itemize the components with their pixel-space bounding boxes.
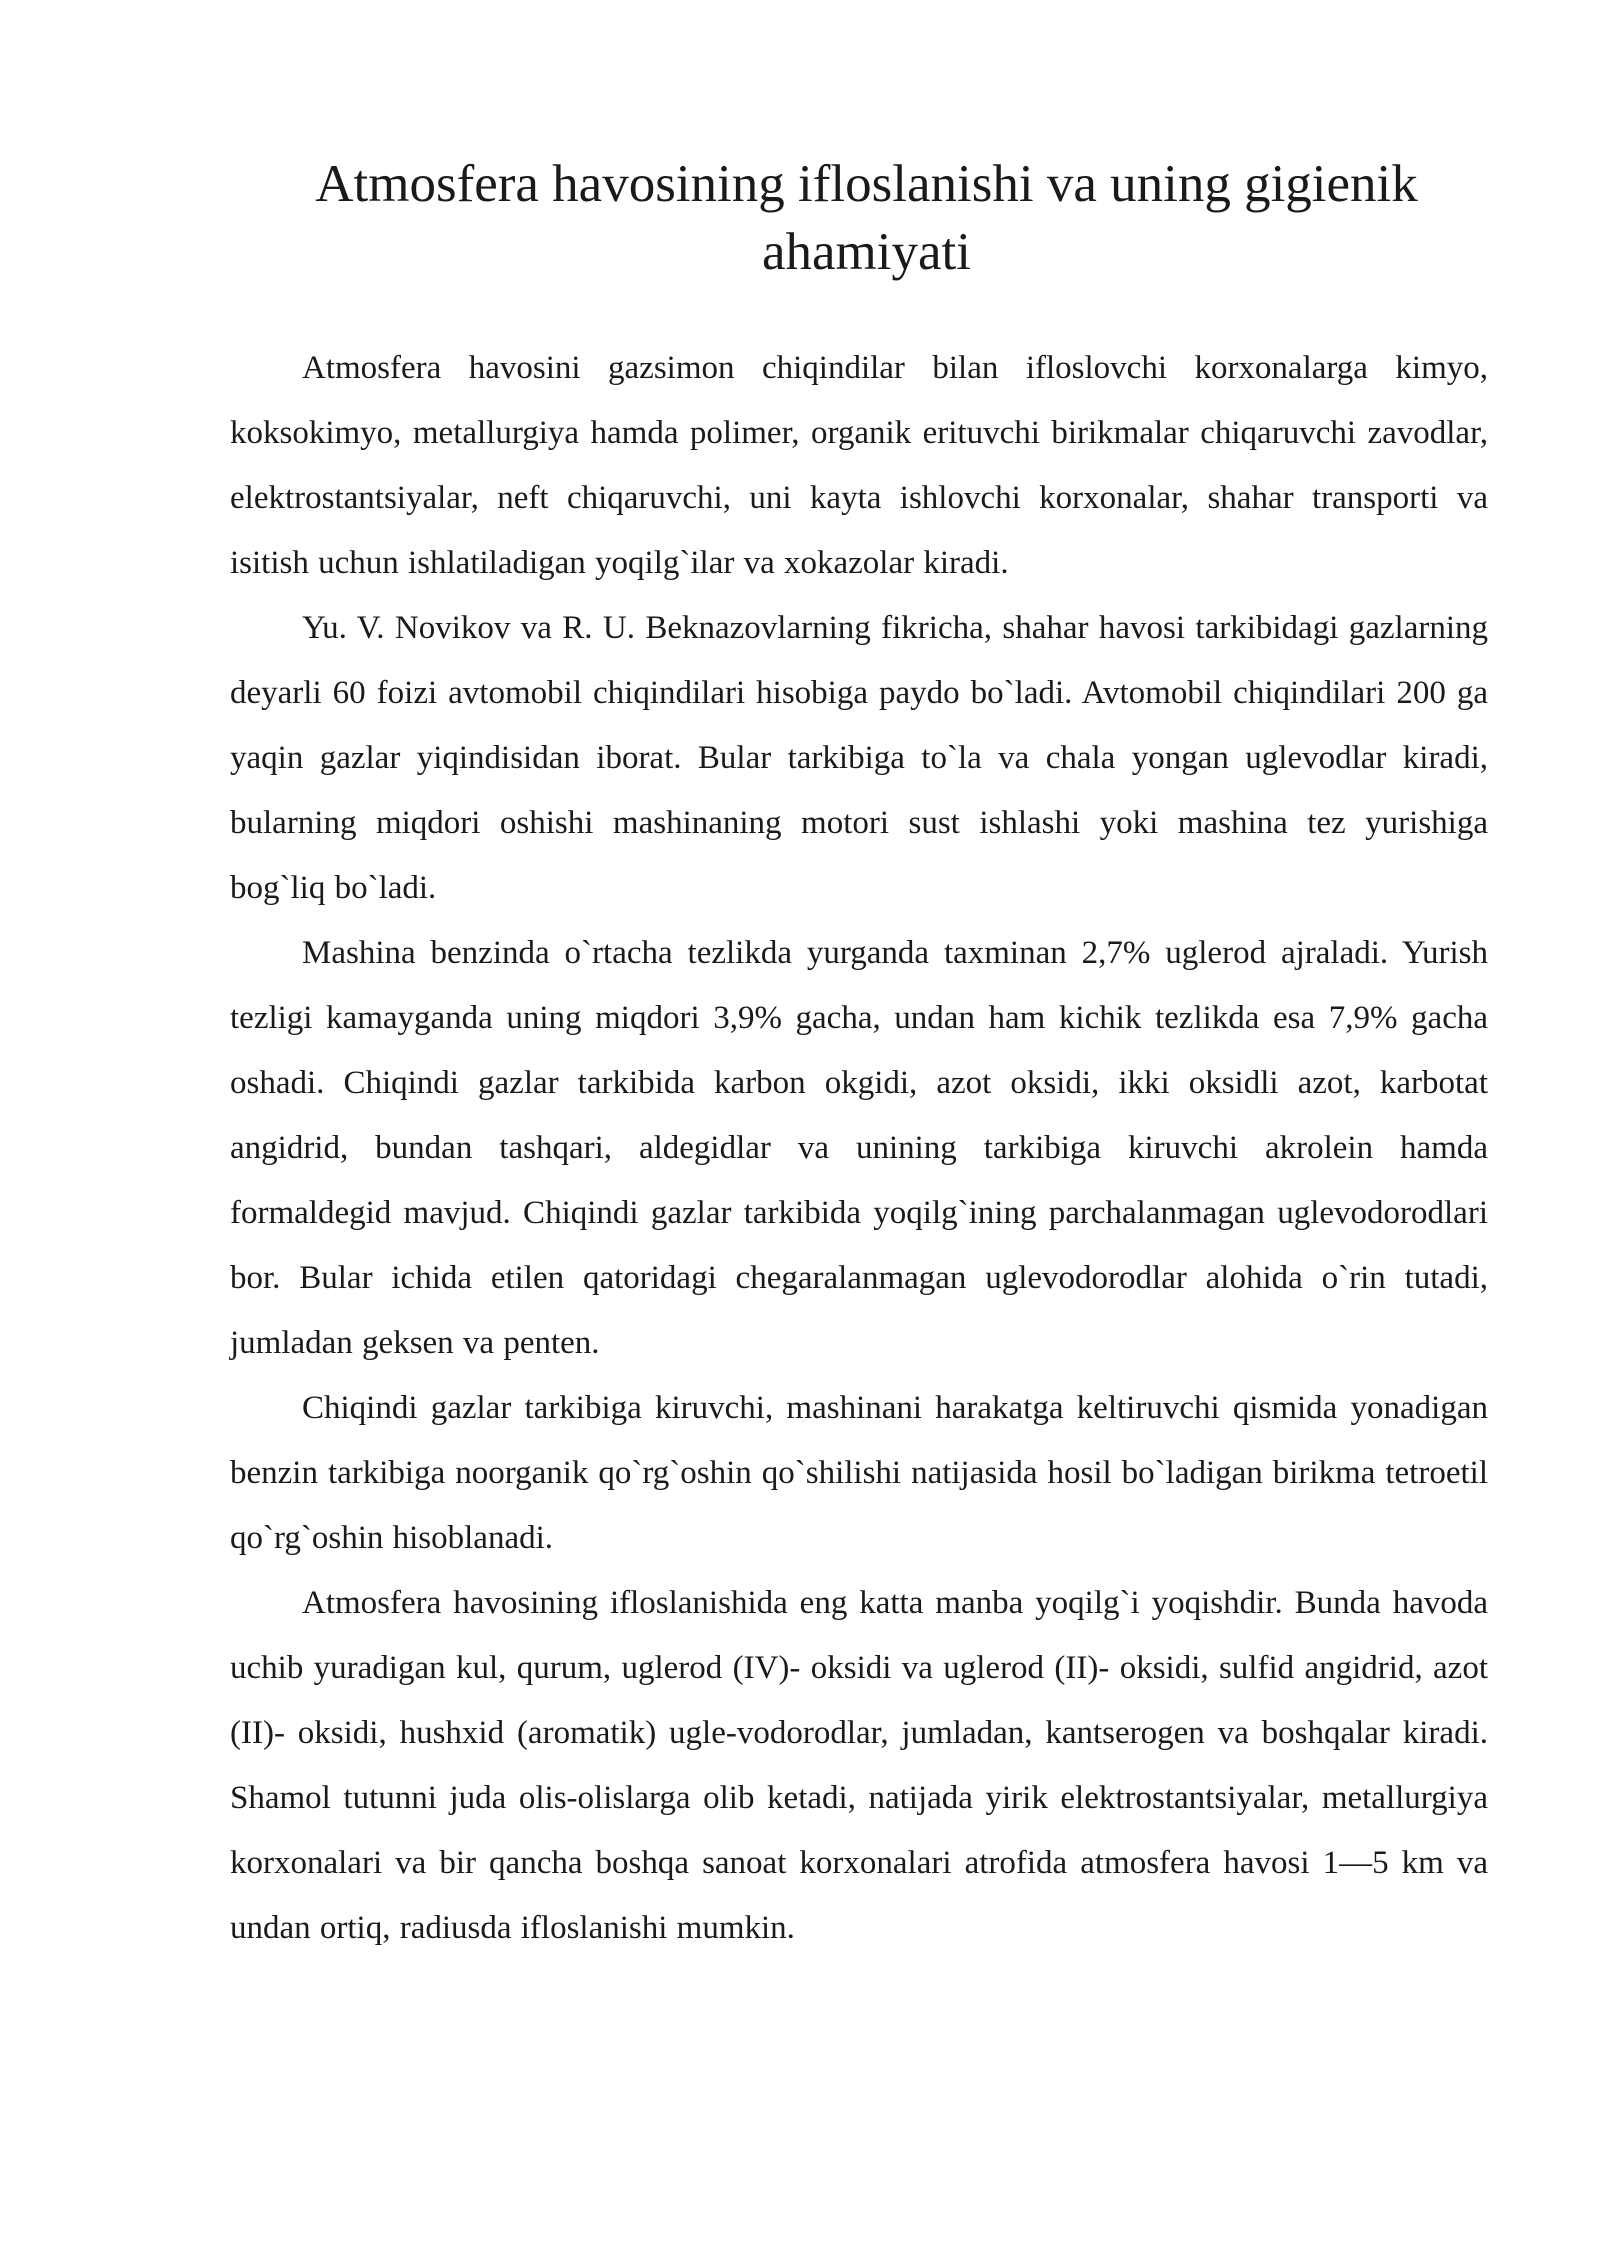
paragraph-3: Mashina benzinda o`rtacha tezlikda yurganda taxminan 2,7% uglerod ajraladi. Yurish tezligi kamayganda uning miqdori 3,9% gacha, undan ham kichik tezlikda esa 7,9% gacha oshadi. Chiqindi gazlar tarkibida karbon okgidi, azot oksidi, ikki oksidli azot, karbotat angidrid, bundan tashqari, aldegidlar va unining tarkibiga kiruvchi akrolein hamda formaldegid mavjud. Chiqindi gazlar tarkibida yoqilg`ining parchalanmagan uglevodorodlari bor. Bular ichida etilen qatoridagi chegaralanmagan uglevodorodlar alohida o`rin tutadi, jumladan geksen va penten.	[230, 935, 1488, 1361]
paragraph-5: Atmosfera havosining ifloslanishida eng katta manba yoqilg`i yoqishdir. Bunda havoda uchib yuradigan kul, qurum, uglerod (IV)- oksidi va uglerod (II)- oksidi, sulfid angidrid, azot (II)- oksidi, hushxid (aromatik) ugle-vodorodlar, jumladan, kantserogen va boshqalar kiradi. Shamol tutunni juda olis-olislarga olib ketadi, natijada yirik elektrostantsiyalar, metallurgiya korxonalari va bir qancha boshqa sanoat korxonalari atrofida atmosfera havosi 1—5 km va undan ortiq, radiusda ifloslanishi mumkin.	[230, 1585, 1488, 1946]
paragraph-4: Chiqindi gazlar tarkibiga kiruvchi, mashinani harakatga keltiruvchi qismida yonadigan benzin tarkibiga noorganik qo`rg`oshin qo`shilishi natijasida hosil bo`ladigan birikma tetroetil qo`rg`oshin hisoblanadi.	[230, 1390, 1488, 1556]
paragraph-1: Atmosfera havosini gazsimon chiqindilar bilan ifloslovchi korxonalarga kimyo, koksokimyo, metallurgiya hamda polimer, organik erituvchi birikmalar chiqaruvchi zavodlar, elektrostantsiyalar, neft chiqaruvchi, uni kayta ishlovchi korxonalar, shahar transporti va isitish uchun ishlatiladigan yoqilg`ilar va xokazolar kiradi.	[230, 350, 1488, 581]
paragraph-2: Yu. V. Novikov va R. U. Beknazovlarning fikricha, shahar havosi tarkibidagi gazlarning deyarli 60 foizi avtomobil chiqindilari hisobiga paydo bo`ladi. Avtomobil chiqindilari 200 ga yaqin gazlar yiqindisidan iborat. Bular tarkibiga to`la va chala yongan uglevodlar kiradi, bularning miqdori oshishi mashinaning motori sust ishlashi yoki mashina tez yurishiga bog`liq bo`ladi.	[230, 610, 1488, 906]
document-title: Atmosfera havosining ifloslanishi va uning gigienik ahamiyati	[315, 155, 1418, 281]
document-body	[230, 336, 1488, 1961]
